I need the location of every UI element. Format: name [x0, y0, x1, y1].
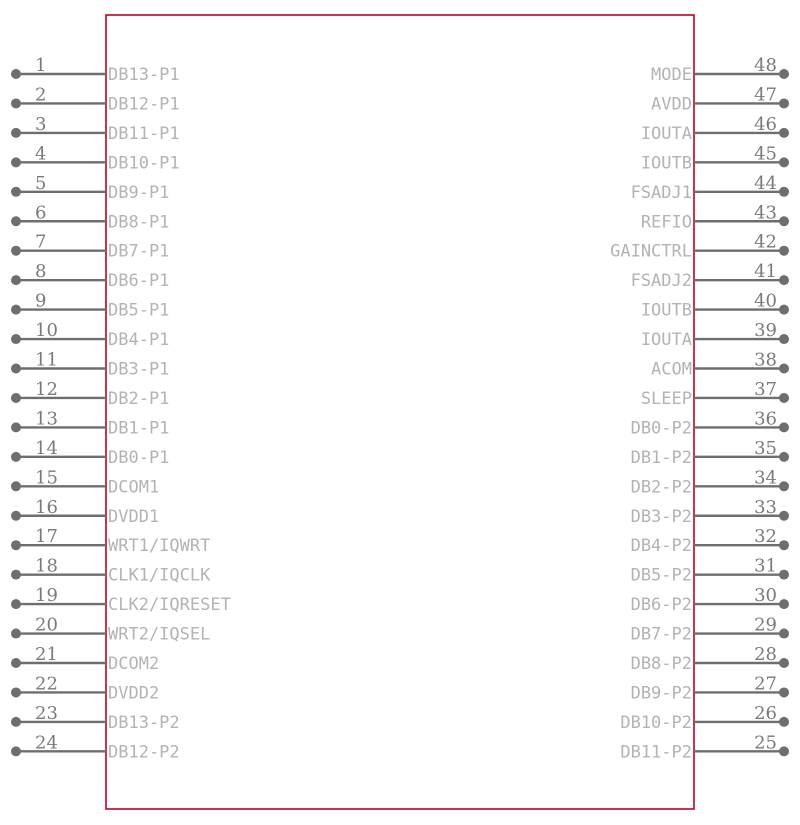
pin-name-label: DB11-P1 — [108, 123, 180, 144]
pin-number: 5 — [35, 172, 47, 194]
pin-end-dot — [11, 687, 21, 697]
pin-number: 20 — [35, 614, 58, 636]
pin-number: 3 — [35, 113, 47, 135]
pin-end-dot — [779, 393, 789, 403]
pin-number: 12 — [35, 378, 58, 400]
pin-end-dot — [779, 570, 789, 580]
pin-6 — [11, 202, 169, 232]
pin-43 — [641, 202, 789, 232]
pin-18 — [11, 556, 211, 586]
right-pin-group — [610, 55, 789, 762]
pin-number: 10 — [35, 320, 58, 342]
pin-1 — [11, 55, 180, 85]
pin-14 — [11, 438, 169, 468]
pin-end-dot — [779, 717, 789, 727]
pin-number: 11 — [35, 349, 58, 371]
pin-number: 45 — [754, 143, 777, 165]
pin-end-dot — [11, 393, 21, 403]
pin-name-label: FSADJ1 — [630, 182, 692, 203]
pin-name-label: CLK1/IQCLK — [108, 565, 211, 586]
pin-number: 8 — [35, 261, 47, 283]
pin-end-dot — [779, 246, 789, 256]
pin-end-dot — [11, 746, 21, 756]
pin-13 — [11, 408, 169, 438]
pin-number: 25 — [754, 732, 777, 754]
pin-name-label: FSADJ2 — [630, 271, 692, 292]
pin-32 — [631, 526, 789, 556]
pin-end-dot — [779, 216, 789, 226]
pin-name-label: DB3-P2 — [630, 506, 692, 527]
pin-number: 34 — [754, 467, 777, 489]
pin-end-dot — [11, 128, 21, 138]
pin-number: 39 — [754, 320, 777, 342]
pin-30 — [631, 585, 789, 615]
pin-end-dot — [11, 599, 21, 609]
pin-name-label: DB7-P1 — [108, 241, 170, 262]
pin-name-label: DB11-P2 — [620, 742, 692, 763]
pin-name-label: DB9-P1 — [108, 182, 170, 203]
pin-number: 41 — [754, 261, 777, 283]
pin-end-dot — [11, 364, 21, 374]
pin-name-label: IOUTA — [640, 123, 692, 144]
pin-name-label: IOUTB — [640, 153, 692, 174]
pin-name-label: DB3-P1 — [108, 359, 170, 380]
pin-number: 4 — [35, 143, 47, 165]
pin-45 — [641, 143, 789, 173]
pin-number: 15 — [35, 467, 58, 489]
pin-end-dot — [779, 452, 789, 462]
pin-3 — [11, 114, 180, 144]
pin-38 — [651, 350, 789, 380]
pin-5 — [11, 173, 169, 203]
pin-28 — [631, 644, 789, 674]
pin-name-label: WRT1/IQWRT — [108, 536, 211, 557]
pin-end-dot — [779, 364, 789, 374]
pin-number: 32 — [754, 526, 777, 548]
pin-37 — [641, 379, 789, 409]
pin-2 — [11, 84, 180, 114]
pin-44 — [631, 173, 789, 203]
pin-9 — [11, 291, 169, 321]
pin-end-dot — [11, 452, 21, 462]
pin-29 — [631, 615, 789, 645]
pin-number: 37 — [754, 378, 777, 400]
pin-27 — [631, 673, 789, 703]
pin-end-dot — [11, 511, 21, 521]
pin-end-dot — [779, 157, 789, 167]
pin-name-label: CLK2/IQRESET — [108, 595, 231, 616]
pin-name-label: IOUTB — [640, 300, 692, 321]
pin-name-label: DB13-P2 — [108, 712, 180, 733]
pin-name-label: SLEEP — [640, 388, 692, 409]
pin-name-label: DB9-P2 — [630, 683, 692, 704]
pin-number: 23 — [35, 702, 58, 724]
pin-end-dot — [11, 629, 21, 639]
component-body-outline — [106, 15, 694, 809]
pin-end-dot — [779, 511, 789, 521]
pin-end-dot — [779, 98, 789, 108]
pin-12 — [11, 379, 169, 409]
pin-name-label: DB13-P1 — [108, 65, 180, 85]
pin-26 — [620, 703, 789, 733]
pin-number: 14 — [35, 437, 58, 459]
pin-number: 48 — [754, 55, 777, 76]
pin-name-label: DB5-P2 — [630, 565, 692, 586]
pin-number: 22 — [35, 673, 58, 695]
pin-21 — [11, 644, 159, 674]
pin-20 — [11, 615, 210, 645]
pin-7 — [11, 232, 169, 262]
pin-end-dot — [11, 334, 21, 344]
pin-number: 44 — [754, 172, 777, 194]
pin-33 — [631, 497, 789, 527]
pin-17 — [11, 526, 210, 556]
pin-46 — [641, 114, 789, 144]
pin-end-dot — [11, 98, 21, 108]
pin-48 — [651, 55, 789, 85]
pin-number: 1 — [35, 55, 47, 76]
pin-name-label: DB6-P2 — [630, 595, 692, 616]
pin-name-label: DB7-P2 — [630, 624, 692, 645]
pin-end-dot — [11, 481, 21, 491]
pin-10 — [11, 320, 169, 350]
pin-name-label: DB8-P1 — [108, 212, 170, 233]
pin-end-dot — [11, 305, 21, 315]
pin-end-dot — [11, 187, 21, 197]
pin-number: 29 — [754, 614, 777, 636]
pin-name-label: DB1-P2 — [630, 447, 692, 468]
pin-19 — [11, 585, 231, 615]
pin-end-dot — [11, 717, 21, 727]
pin-end-dot — [11, 216, 21, 226]
pin-name-label: DB1-P1 — [108, 418, 170, 439]
pin-number: 7 — [35, 231, 47, 253]
pin-name-label: IOUTA — [640, 330, 692, 351]
pin-name-label: DB0-P1 — [108, 447, 170, 468]
pin-number: 36 — [754, 408, 777, 430]
pin-name-label: DB2-P1 — [108, 388, 170, 409]
pin-name-label: DB10-P1 — [108, 153, 180, 174]
pin-number: 17 — [35, 526, 58, 548]
pin-24 — [11, 732, 180, 762]
pin-number: 19 — [35, 585, 58, 607]
pin-number: 46 — [754, 113, 777, 135]
pin-name-label: DB0-P2 — [630, 418, 692, 439]
pin-number: 30 — [754, 585, 777, 607]
pin-name-label: REFIO — [640, 212, 692, 233]
pin-end-dot — [779, 334, 789, 344]
pin-name-label: DVDD2 — [108, 683, 160, 704]
pin-end-dot — [779, 69, 789, 79]
pin-number: 35 — [754, 437, 777, 459]
pin-34 — [631, 467, 789, 497]
pin-end-dot — [779, 687, 789, 697]
pin-end-dot — [779, 658, 789, 668]
pin-31 — [631, 556, 789, 586]
pin-number: 6 — [35, 202, 47, 224]
pin-11 — [11, 350, 169, 380]
pin-number: 38 — [754, 349, 777, 371]
pin-name-label: MODE — [651, 65, 692, 85]
pin-name-label: DB5-P1 — [108, 300, 170, 321]
pin-number: 26 — [754, 702, 777, 724]
pin-4 — [11, 143, 180, 173]
pin-name-label: DB10-P2 — [620, 712, 692, 733]
pin-end-dot — [779, 481, 789, 491]
pin-name-label: AVDD — [651, 94, 692, 115]
pin-42 — [610, 232, 789, 262]
pin-number: 24 — [35, 732, 58, 754]
pin-end-dot — [779, 422, 789, 432]
pin-name-label: DB8-P2 — [630, 654, 692, 674]
pin-number: 13 — [35, 408, 58, 430]
pin-39 — [641, 320, 789, 350]
pin-number: 16 — [35, 496, 58, 518]
pin-end-dot — [11, 570, 21, 580]
pin-36 — [631, 408, 789, 438]
pin-end-dot — [779, 305, 789, 315]
pin-35 — [631, 438, 789, 468]
pin-end-dot — [779, 187, 789, 197]
pin-number: 2 — [35, 84, 47, 106]
pin-name-label: ACOM — [651, 359, 692, 380]
pin-end-dot — [779, 275, 789, 285]
pin-end-dot — [779, 540, 789, 550]
pin-end-dot — [11, 422, 21, 432]
pin-end-dot — [11, 69, 21, 79]
pin-name-label: DB12-P1 — [108, 94, 180, 115]
pin-name-label: DB4-P2 — [630, 536, 692, 557]
pin-end-dot — [779, 746, 789, 756]
pin-end-dot — [779, 599, 789, 609]
pin-name-label: WRT2/IQSEL — [108, 624, 211, 645]
pin-number: 43 — [754, 202, 777, 224]
pin-number: 31 — [754, 555, 777, 577]
pin-name-label: DB2-P2 — [630, 477, 692, 498]
pin-16 — [11, 497, 159, 527]
pin-name-label: DCOM1 — [108, 477, 160, 498]
pin-15 — [11, 467, 159, 497]
pin-name-label: DCOM2 — [108, 654, 160, 674]
pin-name-label: DB6-P1 — [108, 271, 170, 292]
left-pin-group — [11, 55, 231, 762]
pin-name-label: DB12-P2 — [108, 742, 180, 763]
pin-number: 28 — [754, 644, 777, 665]
pin-22 — [11, 673, 159, 703]
pin-number: 47 — [754, 84, 777, 106]
pin-number: 18 — [35, 555, 58, 577]
pin-8 — [11, 261, 169, 291]
pin-end-dot — [11, 658, 21, 668]
pin-41 — [631, 261, 789, 291]
pin-name-label: DB4-P1 — [108, 330, 170, 351]
pin-end-dot — [11, 540, 21, 550]
pin-end-dot — [11, 157, 21, 167]
pin-40 — [641, 291, 789, 321]
pin-number: 27 — [754, 673, 777, 695]
pin-end-dot — [779, 128, 789, 138]
pin-number: 40 — [754, 290, 777, 312]
pin-end-dot — [11, 275, 21, 285]
pin-25 — [620, 732, 789, 762]
pin-number: 9 — [35, 290, 47, 312]
pin-end-dot — [11, 246, 21, 256]
pin-number: 42 — [754, 231, 777, 253]
pin-number: 33 — [754, 496, 777, 518]
pin-23 — [11, 703, 180, 733]
pin-end-dot — [779, 629, 789, 639]
pin-47 — [651, 84, 789, 114]
pin-name-label: DVDD1 — [108, 506, 160, 527]
pin-name-label: GAINCTRL — [610, 241, 692, 262]
pin-number: 21 — [35, 644, 58, 665]
